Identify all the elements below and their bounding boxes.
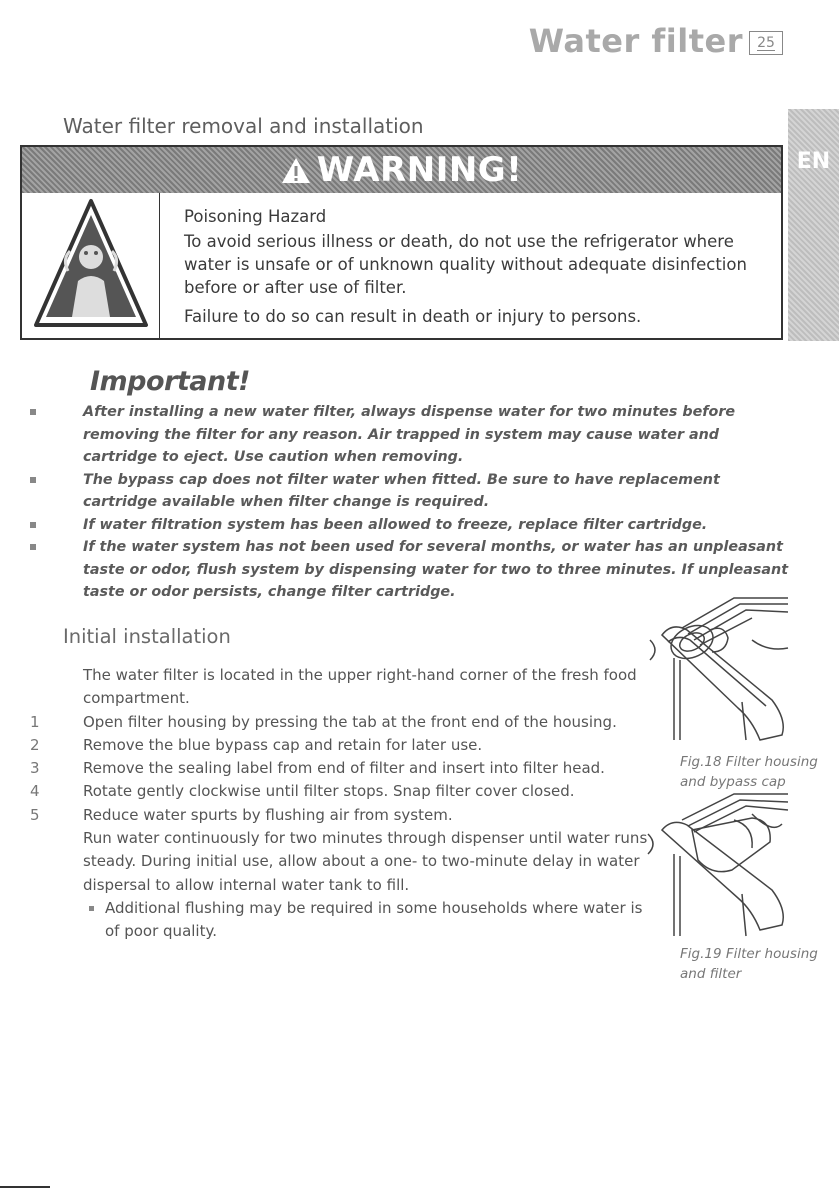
important-item: If the water system has not been used for several months, or water has an unpleasant taste or odor, flush system by dispensing water for two to three minutes. If unpleasant taste or odor persists, change filter cartridge.	[30, 536, 790, 604]
installation-step: 5 Reduce water spurts by flushing air from system.	[30, 805, 453, 824]
installation-follow-up: Run water continuously for two minutes through dispenser until water runs steady. During initial use, allow about a one- to two-minute delay in water dispersal to allow internal water tank to fill.	[83, 829, 648, 894]
filter-housing-bypass-cap-illustration	[642, 590, 792, 745]
page-number: 25	[757, 34, 775, 51]
footer-rule	[0, 1186, 50, 1188]
installation-step: 2 Remove the blue bypass cap and retain for later use.	[30, 735, 483, 754]
page-header-title: Water filter	[528, 22, 743, 60]
figure-19-caption: Fig.19 Filter housing and filter	[680, 946, 818, 982]
important-list	[30, 401, 790, 604]
warning-body: To avoid serious illness or death, do not use the refrigerator where water is unsafe or of unknown quality without adequate disinfection before or after use of filter.	[184, 232, 747, 297]
important-heading: Important!	[90, 366, 250, 397]
important-item: The bypass cap does not filter water when fitted. Be sure to have replacement cartridge available when filter change is required.	[30, 469, 790, 514]
filter-housing-and-filter-illustration	[642, 790, 792, 940]
page-number-box	[749, 31, 783, 55]
figure-18-caption: Fig.18 Filter housing and bypass cap	[680, 754, 818, 790]
warning-banner	[22, 147, 781, 193]
warning-hazard-title: Poisoning Hazard	[184, 207, 327, 226]
language-tab-label: EN	[796, 149, 831, 174]
warning-box	[20, 145, 783, 340]
installation-step: 3 Remove the sealing label from end of filter and insert into filter head.	[30, 759, 605, 778]
section-title: Water filter removal and installation	[63, 114, 424, 138]
installation-sub-bullet: Additional flushing may be required in some households where water is of poor quality.	[30, 897, 650, 944]
poisoning-hazard-icon	[22, 193, 160, 338]
warning-triangle-icon	[281, 157, 311, 184]
warning-consequence: Failure to do so can result in death or injury to persons.	[184, 307, 642, 326]
language-tab	[788, 109, 839, 341]
installation-body	[30, 664, 650, 944]
installation-step: 4 Rotate gently clockwise until filter stops. Snap filter cover closed.	[30, 782, 575, 801]
warning-icon-cell	[22, 193, 160, 338]
important-item: After installing a new water filter, always dispense water for two minutes before removing the filter for any reason. Air trapped in system may cause water and cartridge to eject. Use caution when removing.	[30, 401, 790, 469]
installation-step: 1 Open filter housing by pressing the tab at the front end of the housing.	[30, 712, 617, 731]
initial-installation-heading: Initial installation	[63, 625, 231, 648]
important-item: If water filtration system has been allowed to freeze, replace filter cartridge.	[30, 514, 790, 537]
warning-text	[184, 205, 774, 334]
warning-banner-text: WARNING!	[316, 150, 523, 190]
installation-intro: The water filter is located in the upper right-hand corner of the fresh food compartment.	[83, 666, 637, 708]
